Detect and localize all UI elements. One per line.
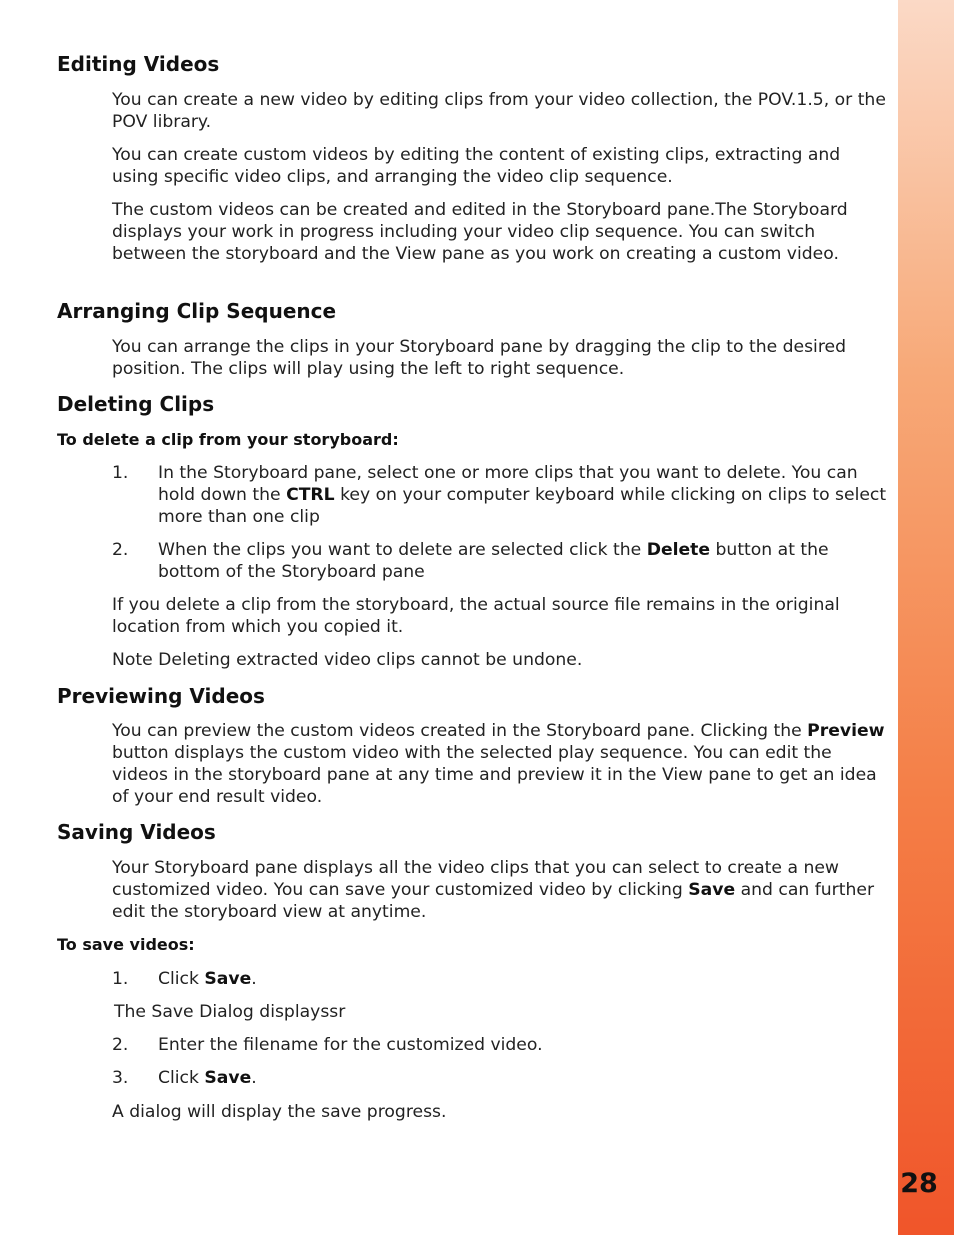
paragraph: Your Storyboard pane displays all the video clips that you can select to create a new customized video. You can save your customized video by clicking Save and can further edit the storyboard view at anytime.: [112, 858, 875, 922]
list-item: [112, 1034, 892, 1056]
list-number: 2.: [112, 1035, 129, 1055]
list-number: 3.: [112, 1068, 129, 1088]
paragraph: A dialog will display the save progress.: [112, 1102, 447, 1122]
list-item: [112, 539, 892, 583]
heading-previewing-videos: Previewing Videos: [57, 684, 265, 708]
subheading-delete-steps: To delete a clip from your storyboard:: [57, 430, 399, 449]
key-ctrl: CTRL: [286, 485, 335, 505]
list-text: Click Save.: [158, 969, 257, 989]
paragraph: You can create a new video by editing clips from your video collection, the POV.1.5, or the POV library.: [112, 90, 886, 132]
save-button-reference: Save: [204, 969, 252, 989]
heading-arranging-clip-sequence: Arranging Clip Sequence: [57, 299, 337, 323]
list-item: [112, 968, 892, 990]
list-text: Enter the filename for the customized video.: [158, 1035, 543, 1055]
list-item: [112, 1067, 892, 1089]
paragraph: You can arrange the clips in your Storyboard pane by dragging the clip to the desired position. The clips will play using the left to right sequence.: [112, 337, 847, 379]
page-side-band: [898, 0, 954, 1235]
paragraph: If you delete a clip from the storyboard, the actual source file remains in the original location from which you copied it.: [112, 595, 840, 637]
paragraph: You can create custom videos by editing the content of existing clips, extracting and using specific video clips, and arranging the video clip sequence.: [112, 145, 841, 187]
save-button-reference: Save: [688, 880, 736, 900]
page-number: 28: [900, 1168, 938, 1199]
list-item: [112, 462, 892, 528]
heading-saving-videos: Saving Videos: [57, 820, 216, 844]
list-number: 1.: [112, 463, 129, 483]
preview-button-reference: Preview: [807, 721, 885, 741]
delete-button-reference: Delete: [646, 540, 711, 560]
heading-editing-videos: Editing Videos: [57, 52, 220, 76]
list-text: Click Save.: [158, 1068, 257, 1088]
list-text: When the clips you want to delete are selected click the Delete button at the bottom of the Storyboard pane: [158, 540, 829, 582]
note: Note Deleting extracted video clips cannot be undone.: [112, 650, 583, 670]
list-number: 2.: [112, 540, 129, 560]
paragraph: The custom videos can be created and edited in the Storyboard pane.The Storyboard displays your work in progress including your video clip sequence. You can switch between the storyboard and the View pane as you work on creating a custom video.: [112, 200, 848, 264]
list-text: In the Storyboard pane, select one or more clips that you want to delete. You can hold down the CTRL key on your computer keyboard while clicking on clips to select more than one clip: [158, 463, 887, 527]
save-button-reference: Save: [204, 1068, 252, 1088]
paragraph: You can preview the custom videos created in the Storyboard pane. Clicking the Preview button displays the custom video with the selected play sequence. You can edit the videos in the storyboard pane at any time and preview it in the View pane to get an idea of your end result video.: [112, 721, 885, 807]
note: The Save Dialog displayssr: [114, 1002, 346, 1022]
heading-deleting-clips: Deleting Clips: [57, 392, 215, 416]
subheading-save-steps: To save videos:: [57, 935, 195, 954]
list-number: 1.: [112, 969, 129, 989]
